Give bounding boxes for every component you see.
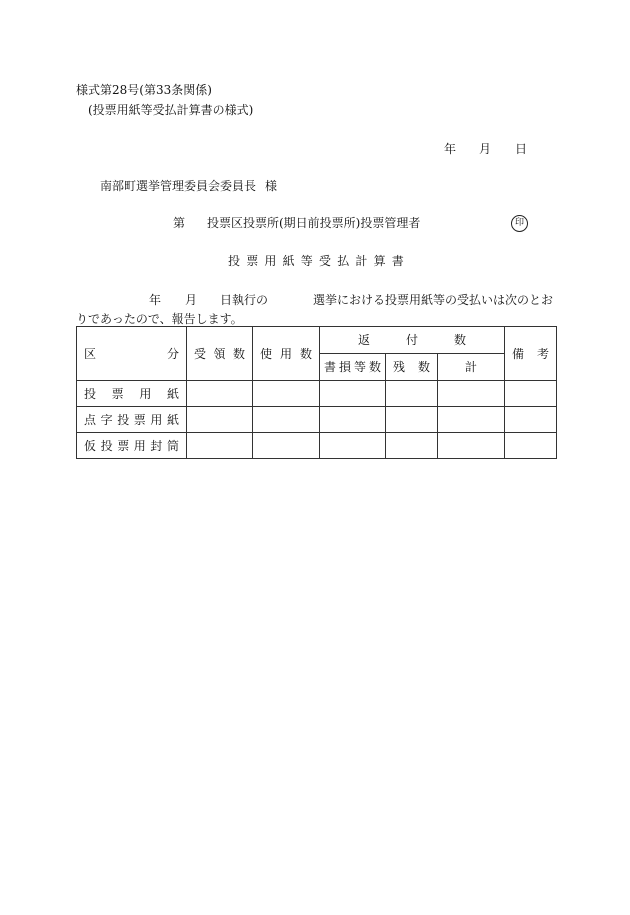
table-cell[interactable] (187, 407, 253, 433)
row-label (77, 433, 187, 459)
honorific: 様 (265, 179, 278, 193)
table-cell[interactable] (386, 433, 438, 459)
table-cell[interactable] (505, 381, 557, 407)
document-title: 投票用紙等受払計算書 (228, 254, 411, 268)
header-received (187, 327, 253, 381)
row-label-text: 投 票 用 紙 (84, 386, 179, 401)
manager-title: 投票区投票所(期日前投票所)投票管理者 (207, 216, 421, 230)
header-spoiled-text: 書 損 等 数 (324, 360, 381, 374)
table-cell[interactable] (438, 381, 505, 407)
date-day: 日 (515, 142, 528, 156)
header-category (77, 327, 187, 381)
table-cell[interactable] (187, 381, 253, 407)
table-cell[interactable] (386, 407, 438, 433)
header-used (253, 327, 320, 381)
table-cell[interactable] (505, 407, 557, 433)
settlement-table (76, 326, 557, 459)
table-cell[interactable] (320, 433, 386, 459)
table-cell[interactable] (320, 407, 386, 433)
header-category-text: 区 分 (84, 346, 179, 361)
header-remarks-text: 備 考 (512, 346, 550, 361)
table-cell[interactable] (320, 381, 386, 407)
date-year: 年 (444, 142, 457, 156)
form-subtitle: (投票用紙等受払計算書の様式) (88, 103, 254, 117)
header-returned-text: 返 付 数 (358, 333, 467, 347)
header-remaining (386, 354, 438, 381)
body-day-exec: 日執行の (220, 293, 269, 307)
addressee: 南部町選挙管理委員会委員長 (100, 179, 257, 193)
body-year: 年 (149, 293, 162, 307)
table-cell[interactable] (438, 407, 505, 433)
header-total: 計 (438, 354, 505, 381)
header-remarks (505, 327, 557, 381)
table-cell[interactable] (253, 407, 320, 433)
table-row (77, 381, 557, 407)
header-spoiled (320, 354, 386, 381)
table-cell[interactable] (253, 433, 320, 459)
header-returned (320, 327, 505, 354)
header-used-text: 使 用 数 (260, 346, 312, 361)
table-row (77, 407, 557, 433)
row-label (77, 407, 187, 433)
table-cell[interactable] (253, 381, 320, 407)
body-line2: りであったので、報告します。 (76, 312, 243, 326)
row-label-text: 点 字 投 票 用 紙 (84, 412, 179, 427)
table-row (77, 433, 557, 459)
form-number: 様式第28号(第33条関係) (76, 83, 212, 97)
table-cell[interactable] (505, 433, 557, 459)
seal-mark: 印 (511, 215, 528, 232)
table-body (77, 381, 557, 459)
row-label-text: 仮 投 票 用 封 筒 (84, 438, 179, 453)
body-month: 月 (185, 293, 198, 307)
header-received-text: 受 領 数 (194, 346, 245, 361)
table-cell[interactable] (187, 433, 253, 459)
header-remaining-text: 残 数 (393, 360, 430, 374)
row-label (77, 381, 187, 407)
date-month: 月 (479, 142, 492, 156)
body-line1: 選挙における投票用紙等の受払いは次のとお (313, 293, 554, 307)
manager-prefix: 第 (173, 216, 186, 230)
table-cell[interactable] (438, 433, 505, 459)
table-cell[interactable] (386, 381, 438, 407)
